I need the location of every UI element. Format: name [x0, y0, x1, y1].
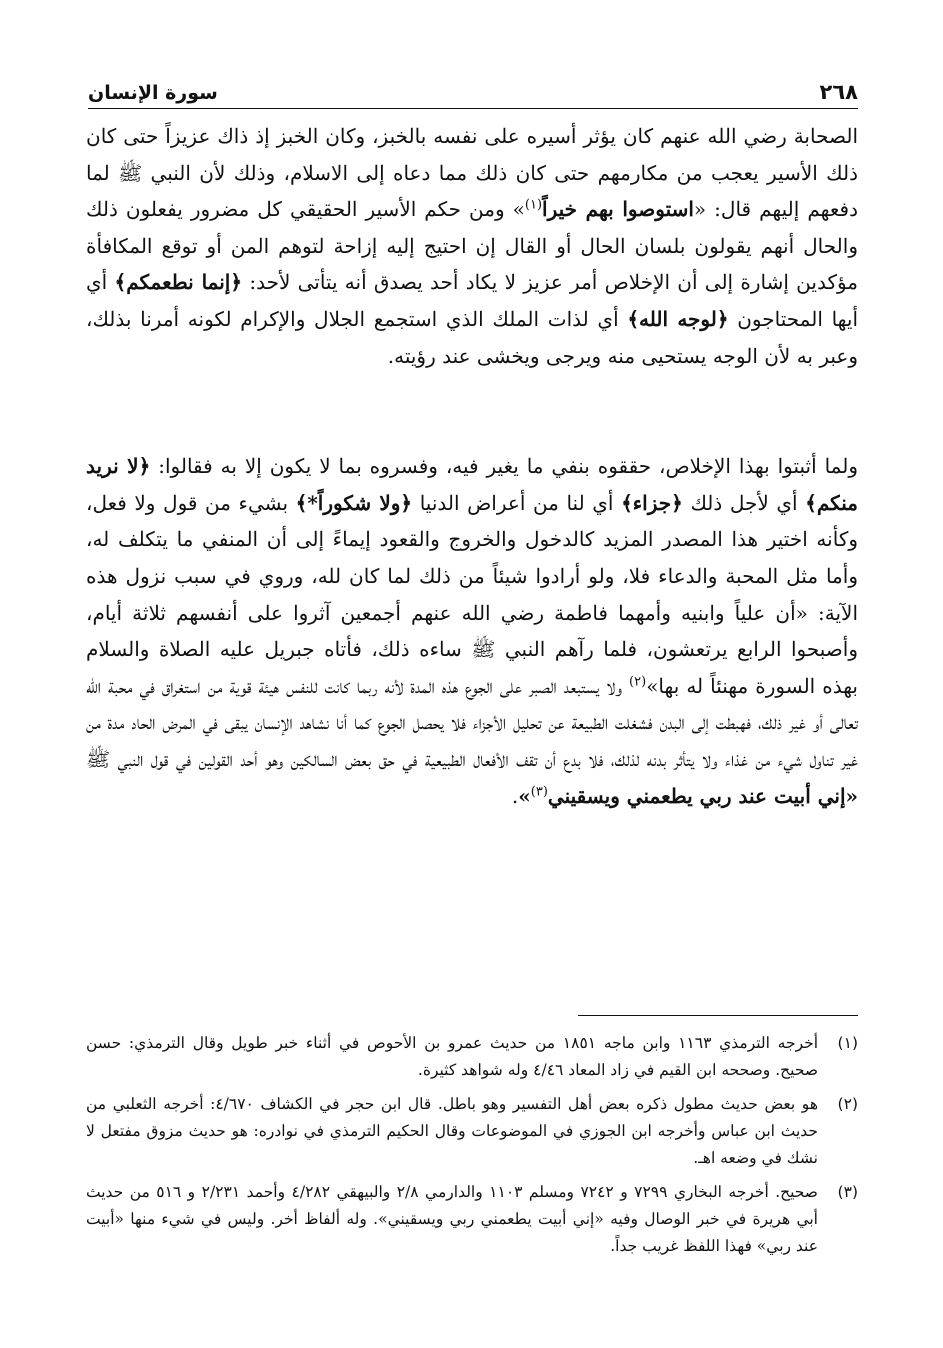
footnote-number: (٢)	[837, 1095, 858, 1113]
quran-quote: ﴿لوجه الله﴾	[627, 306, 729, 331]
text-segment: الصحابة رضي الله عنهم كان يؤثر أسيره على نفسه بالخبز، وكان الخبز إذ ذاك عزيزاً حتى كان ذلك الأسير يعجب من مكارمهم حتى كان ذلك مما دعاه إلى الاسلام، وذلك لأن النبي ﷺ لما دفعهم إليهم قال: «	[86, 124, 858, 222]
text-segment: ولا يستبعد الصبر على الجوع هذه المدة لأنه ربما كانت للنفس هيئة قوية من استغراق في محبة الله تعالى أو غير ذلك، فهبطت إلى البدن فشغلت الطبيعة عن تحليل الأجزاء فلا يحصل الجوع كما أنا نشاهد الإنسان يبقى في المرض الحاد مدة من غير تناول شيء من غذاء ولا يتأثر بدنه لذلك، فلا بدع أن تقف الأفعال الطبيعية في حق بعض السالكين وهو أحد القولين في قول النبي ﷺ	[86, 673, 858, 771]
quran-quote: ﴿لا نريد منكم﴾	[86, 454, 858, 515]
footnote-number: (١)	[837, 1034, 858, 1052]
text-segment: أي لأجل ذلك	[682, 490, 806, 515]
text-segment: أي لنا من أعراض الدنيا	[412, 490, 622, 515]
page-number: ٢٦٨	[819, 80, 858, 104]
paragraph-gap	[86, 374, 858, 448]
footnote-2	[86, 1091, 858, 1172]
footnote-text: صحيح. أخرجه البخاري ٧٢٩٩ و ٧٢٤٢ ومسلم ١١٠٣ والدارمي ٢/٨ والبيهقي ٤/٢٨٢ وأحمد ٢/٢٣١ و ٥١٦ من حديث أبي هريرة في خبر الوصال وفيه «إني أبيت يطعمني ربي ويسقيني». وله ألفاظ أخر. وليس في شيء منها «أبيت عند ربي» فهذا اللفظ غريب جداً.	[86, 1183, 818, 1255]
text-segment: ولما أثبتوا بهذا الإخلاص، حققوه بنفي ما يغير فيه، وفسروه بما لا يكون إلا به فقالوا:	[150, 454, 858, 479]
text-segment: بشيء من قول ولا فعل، وكأنه اختير هذا المصدر المزيد كالدخول والخروج والقعود إيماءً إلى أن المنفي ما يتكلف له، وأما مثل المحبة والدعاء فلا، ولو أرادوا شيئاً من ذلك لما كان لله، وروي في سبب نزول هذه الآية: «أن علياً وابنيه وأمهما فاطمة رضي الله عنهم أجمعين آثروا على أنفسهم ثلاثة أيام، وأصبحوا الرابع يرتعشون، فلما رآهم النبي ﷺ ساءه ذلك، فأتاه جبريل عليه الصلاة والسلام بهذه السورة مهنئاً له بها»	[86, 490, 858, 698]
main-text	[86, 118, 858, 814]
footnote-text: أخرجه الترمذي ١١٦٣ وابن ماجه ١٨٥١ من حديث عمرو بن الأحوص في أثناء خبر طويل وقال الترمذي: حسن صحيح. وصححه ابن القيم في زاد المعاد ٤/٤٦ وله شواهد كثيرة.	[86, 1034, 819, 1079]
paragraph-2	[86, 448, 858, 814]
footnote-text: هو بعض حديث مطول ذكره بعض أهل التفسير وهو باطل. قال ابن حجر في الكشاف ٤/٦٧٠: أخرجه الثعلبي من حديث ابن عباس وأخرجه ابن الجوزي في الموضوعات وقال الحكيم الترمذي في نوادره: هو حديث مزوق مفتعل لا نشك في وضعه اهـ.	[86, 1095, 818, 1167]
text-segment: » ومن حكم الأسير الحقيقي كل مضرور يفعلون ذلك والحال أنهم يقولون بلسان الحال أو القال إن احتيج إليه إزاحة لتوهم المن أو توقع المكافأة مؤكدين إشارة إلى أن الإخلاص أمر عزيز لا يكاد أحد يصدق أنه يتأتى لأحد:	[86, 197, 859, 295]
footnotes	[86, 1030, 858, 1267]
hadith-quote-close: »	[518, 783, 531, 808]
quran-quote: ﴿ولا شكوراً*﴾	[295, 490, 413, 515]
text-segment: أي لذات الملك الذي استجمع الجلال والإكرام لكونه أمرنا بذلك، وعبر به لأن الوجه يستحيى منه ويرجى ويخشى عند رؤيته.	[86, 306, 858, 368]
page-header	[88, 70, 858, 109]
footnote-ref-3: (٣)	[530, 783, 548, 799]
footnote-3	[86, 1179, 858, 1260]
surah-title: سورة الإنسان	[88, 82, 218, 104]
hadith-quote: استوصوا بهم خيراً	[542, 197, 694, 222]
quran-quote: ﴿جزاء﴾	[621, 490, 683, 515]
hadith-quote: «إني أبيت عند ربي يطعمني ويسقيني	[547, 783, 858, 808]
footnote-number: (٣)	[837, 1183, 858, 1201]
paragraph-1	[86, 118, 858, 374]
quran-quote: ﴿إنما نطعمكم﴾	[114, 270, 243, 295]
footnote-ref-1: (١)	[524, 197, 543, 213]
footnote-1	[86, 1030, 858, 1084]
text-segment: .	[511, 783, 519, 808]
footnote-ref-2: (٢)	[629, 674, 647, 690]
text-segment: أي أيها المحتاجون	[86, 270, 858, 331]
footnote-divider	[578, 1015, 858, 1016]
